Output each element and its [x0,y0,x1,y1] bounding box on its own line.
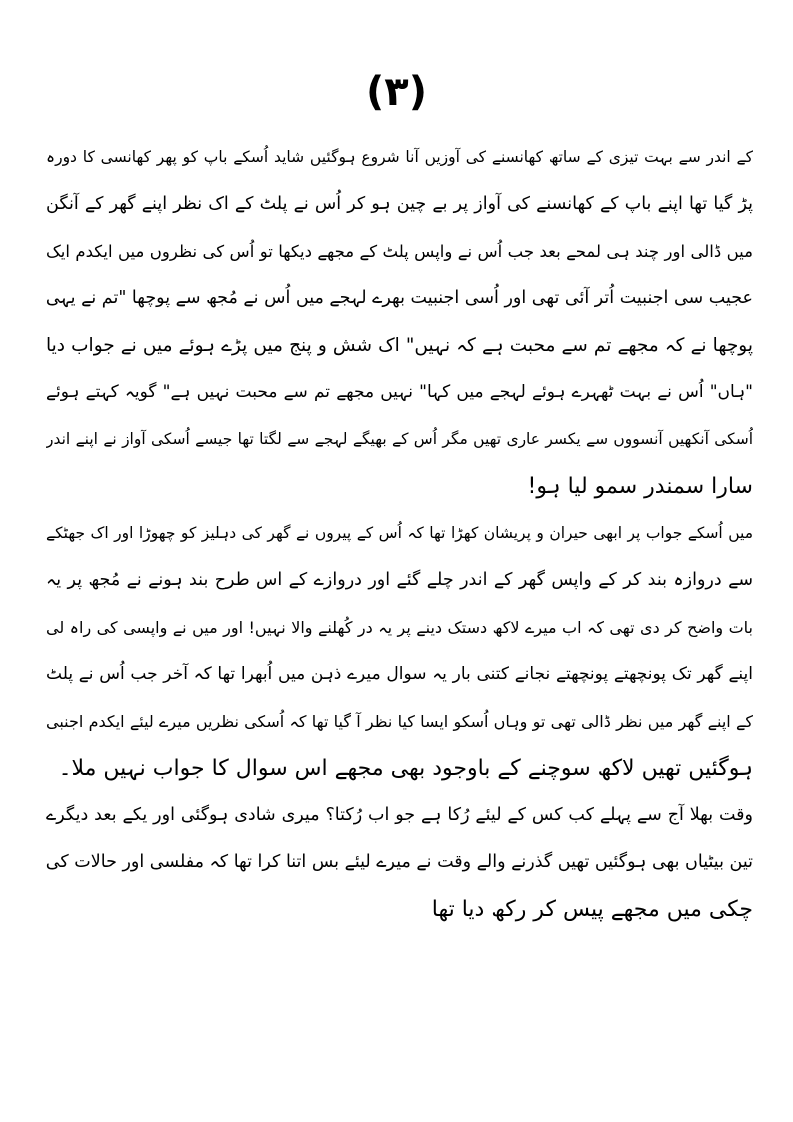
body-text [46,134,753,933]
text-line: کے اندر سے بہت تیزی کے ساتھ کھانسنے کی آوزیں آنا شروع ہوگئیں شاید اُسکے باپ کو پھر کھانسی کا دورہ [46,148,753,166]
text-line: اُسکی آنکھیں آنسووں سے یکسر عاری تھیں مگر اُس کے بھیگے لہجے سے لگتا تھا جیسے اُسکی آواز نے اپنے اندر [46,430,753,448]
text-line: اپنے گھر تک پونچھتے پونچھتے نجانے کتنی بار یہ سوال میرے ذہن میں اُبھرا تھا کہ آخر جب اُس نے پلٹ [46,664,753,684]
text-line: پڑ گیا تھا اپنے باپ کے کھانسنے کی آواز پر بے چین ہو کر اُس نے پلٹ کے اک نظر اپنے گھر کے آنگن [46,194,753,214]
text-line: وقت بھلا آج سے پہلے کب کس کے لیئے رُکا ہے جو اب رُکتا؟ میری شادی ہوگئی اور یکے بعد دیگرے [46,805,753,825]
page-number: (۳) [366,69,427,115]
text-line: میں ڈالی اور چند ہی لمحے بعد جب اُس نے واپس پلٹ کے مجھے دیکھا تو اُس کی نظروں میں ایکدم ایک [46,242,753,261]
text-line: پوچھا نے کہ مجھے تم سے محبت ہے کہ نہیں" اک شش و پنج میں پڑے ہوئے میں نے جواب دیا [46,335,753,356]
text-line: عجیب سی اجنبیت اُتر آئی تھی اور اُسی اجنبیت بھرے لہجے میں اُس نے مُجھ سے پوچھا "تم نے یہی [46,288,753,308]
paragraph-last-line: چکی میں مجھے پیس کر رکھ دیا تھا [431,897,753,922]
text-line: میں اُسکے جواب پر ابھی حیران و پریشان کھڑا تھا کہ اُس کے پیروں نے گھر کی دہلیز کو چھوڑا اور اک جھٹکے [46,524,753,542]
text-line: بات واضح کر دی تھی کہ اب میرے لاکھ دستک دینے پر یہ در کُھلنے والا نہیں! اور میں نے واپسی کی راہ لی [46,618,753,637]
paragraph-last-line: سارا سمندر سمو لیا ہو! [527,474,753,499]
text-line: کے اپنے گھر میں نظر ڈالی تھی تو وہاں اُسکو ایسا کیا نظر آ گیا تھا کہ اُسکی نظریں میرے لیئے ایکدم اجنبی [46,712,753,731]
text-line: سے دروازہ بند کر کے واپس گھر کے اندر چلے گئے اور دروازے کے اس طرح بند ہونے نے مُجھ پر یہ [46,570,753,590]
text-line: تین بیٹیاں بھی ہوگئیں تھیں گذرنے والے وقت نے میرے لیئے بس اتنا کرا تھا کہ مفلسی اور حالات کی [46,852,753,872]
text-line: "ہاں" اُس نے بہت ٹھہرے ہوئے لہجے میں کہا" نہیں مجھے تم سے محبت نہیں ہے" گویہ کہتے ہوئے [46,382,753,402]
paragraph-last-line: ہوگئیں تھیں لاکھ سوچنے کے باوجود بھی مجھے اس سوال کا جواب نہیں ملا۔ [58,756,753,781]
